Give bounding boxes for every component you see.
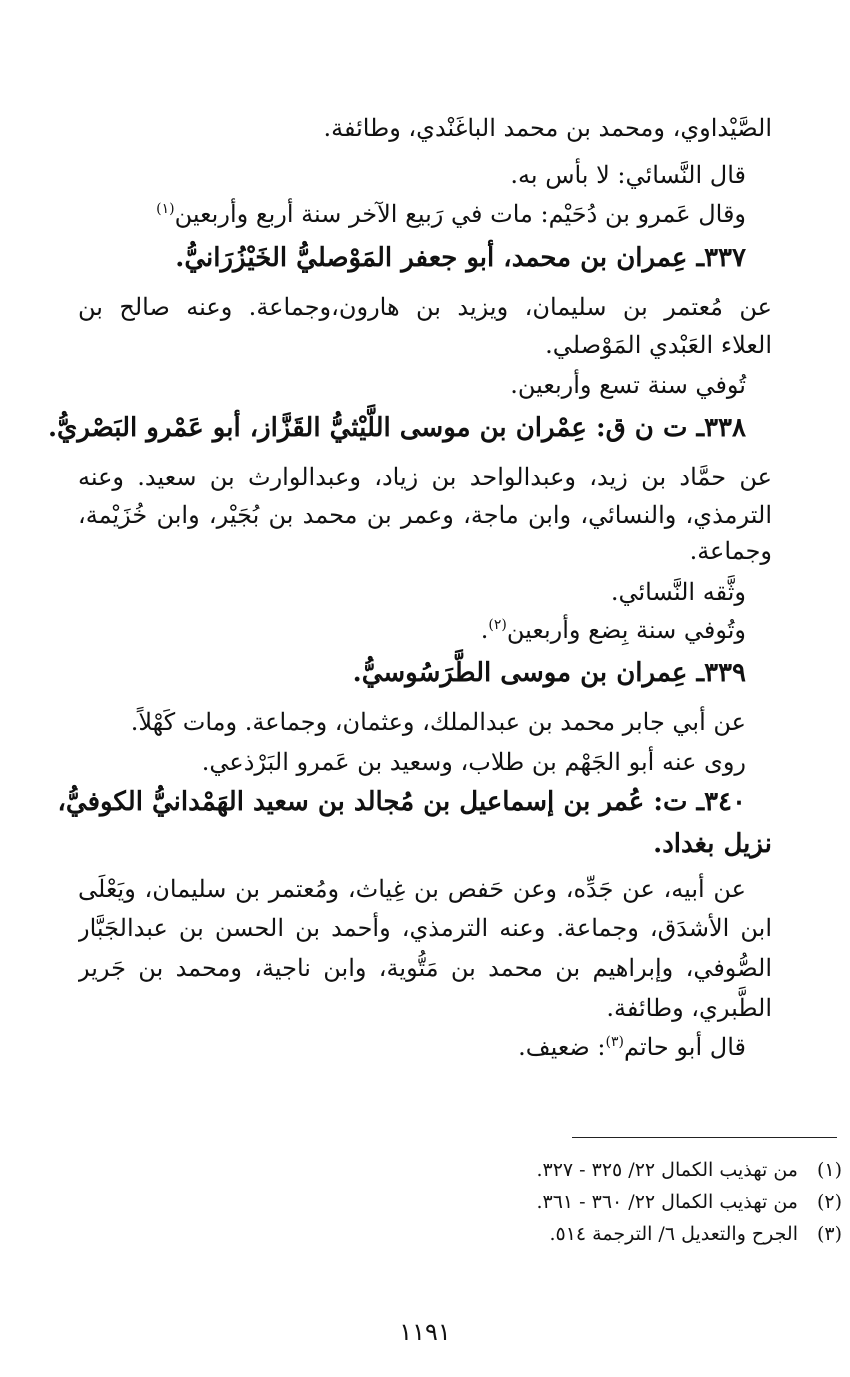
text-line: وجماعة. <box>689 537 772 565</box>
entry-heading-340-cont: نزيل بغداد. <box>653 829 772 859</box>
text-line: ابن الأشدَق، وجماعة. وعنه الترمذي، وأحمد بن الحسن بن عبدالجَبَّار <box>78 914 772 942</box>
footnote-text: من تهذيب الكمال ٢٢/ ٣٦٠ - ٣٦١. <box>536 1191 798 1213</box>
text-line: العلاء العَبْدي المَوْصلي. <box>545 331 772 359</box>
text-line: عن أبيه، عن جَدِّه، وعن حَفص بن غِياث، ومُعتمر بن سليمان، ويَعْلَى <box>78 875 746 903</box>
text-line: الطَّبري، وطائفة. <box>606 994 772 1022</box>
text-line: عن أبي جابر محمد بن عبدالملك، وعثمان، وجماعة. ومات كَهْلاً. <box>130 708 746 736</box>
entry-heading-340: ٣٤٠ـ ت: عُمر بن إسماعيل بن مُجالد بن سعيد الهَمْدانيُّ الكوفيُّ، <box>57 787 746 817</box>
page-number: ١١٩١ <box>399 1318 451 1346</box>
footnote-text: الجرح والتعديل ٦/ الترجمة ٥١٤. <box>549 1223 798 1245</box>
footnote-number: (١) <box>816 1159 842 1181</box>
footnote-text: من تهذيب الكمال ٢٢/ ٣٢٥ - ٣٢٧. <box>536 1159 798 1181</box>
line-text: قال أبو حاتم <box>623 1033 746 1061</box>
footnote-separator <box>572 1137 837 1138</box>
text-line <box>78 196 772 232</box>
line-text: وتُوفي سنة بِضع وأربعين <box>506 616 746 644</box>
entry-heading-337: ٣٣٧ـ عِمران بن محمد، أبو جعفر المَوْصليُّ الخَيْزُرَانيُّ. <box>175 243 746 273</box>
footnote <box>160 1219 842 1249</box>
footnote-marker: (٢) <box>488 617 507 633</box>
entry-heading-338: ٣٣٨ـ ت ن ق: عِمْران بن موسى اللَّيْثيُّ القَزَّاز، أبو عَمْرو البَصْريُّ. <box>47 413 746 443</box>
entry-heading-339: ٣٣٩ـ عِمران بن موسى الطَّرَسُوسيُّ. <box>352 658 746 688</box>
text-line: وثَّقه النَّسائي. <box>610 578 746 606</box>
text-line: الترمذي، والنسائي، وابن ماجة، وعمر بن محمد بن بُجَيْر، وابن خُزَيْمة، <box>78 501 772 529</box>
footnote <box>160 1187 842 1217</box>
text-line: الصَّيْداوي، ومحمد بن محمد الباغَنْدي، وطائفة. <box>323 114 772 142</box>
text-line: وتُوفي سنة بِضع وأربعين$^{(٢)}$. <box>480 616 746 644</box>
text-line: عن حمَّاد بن زيد، وعبدالواحد بن زياد، وعبدالوارث بن سعيد. وعنه <box>78 463 772 491</box>
line-text: : ضعيف. <box>518 1033 606 1061</box>
footnote-marker: (١) <box>156 201 175 217</box>
text-line: الصُّوفي، وإبراهيم بن محمد بن مَتُّوية، وابن ناجية، ومحمد بن جَرير <box>78 954 772 982</box>
footnote <box>160 1155 842 1185</box>
text-line: روى عنه أبو الجَهْم بن طلاب، وسعيد بن عَمرو البَرْذعي. <box>201 748 746 776</box>
footnote-marker: (٣) <box>605 1034 624 1050</box>
footnote-number: (٢) <box>816 1191 842 1213</box>
text-line: قال النَّسائي: لا بأس به. <box>510 161 746 189</box>
line-text: وقال عَمرو بن دُحَيْم: مات في رَبيع الآخر سنة أربع وأربعين <box>174 200 746 228</box>
text-line: عن مُعتمر بن سليمان، ويزيد بن هارون،وجماعة. وعنه صالح بن <box>78 293 772 321</box>
footnote-number: (٣) <box>816 1223 842 1245</box>
text-line: تُوفي سنة تسع وأربعين. <box>510 371 746 399</box>
text-line <box>78 1029 772 1065</box>
